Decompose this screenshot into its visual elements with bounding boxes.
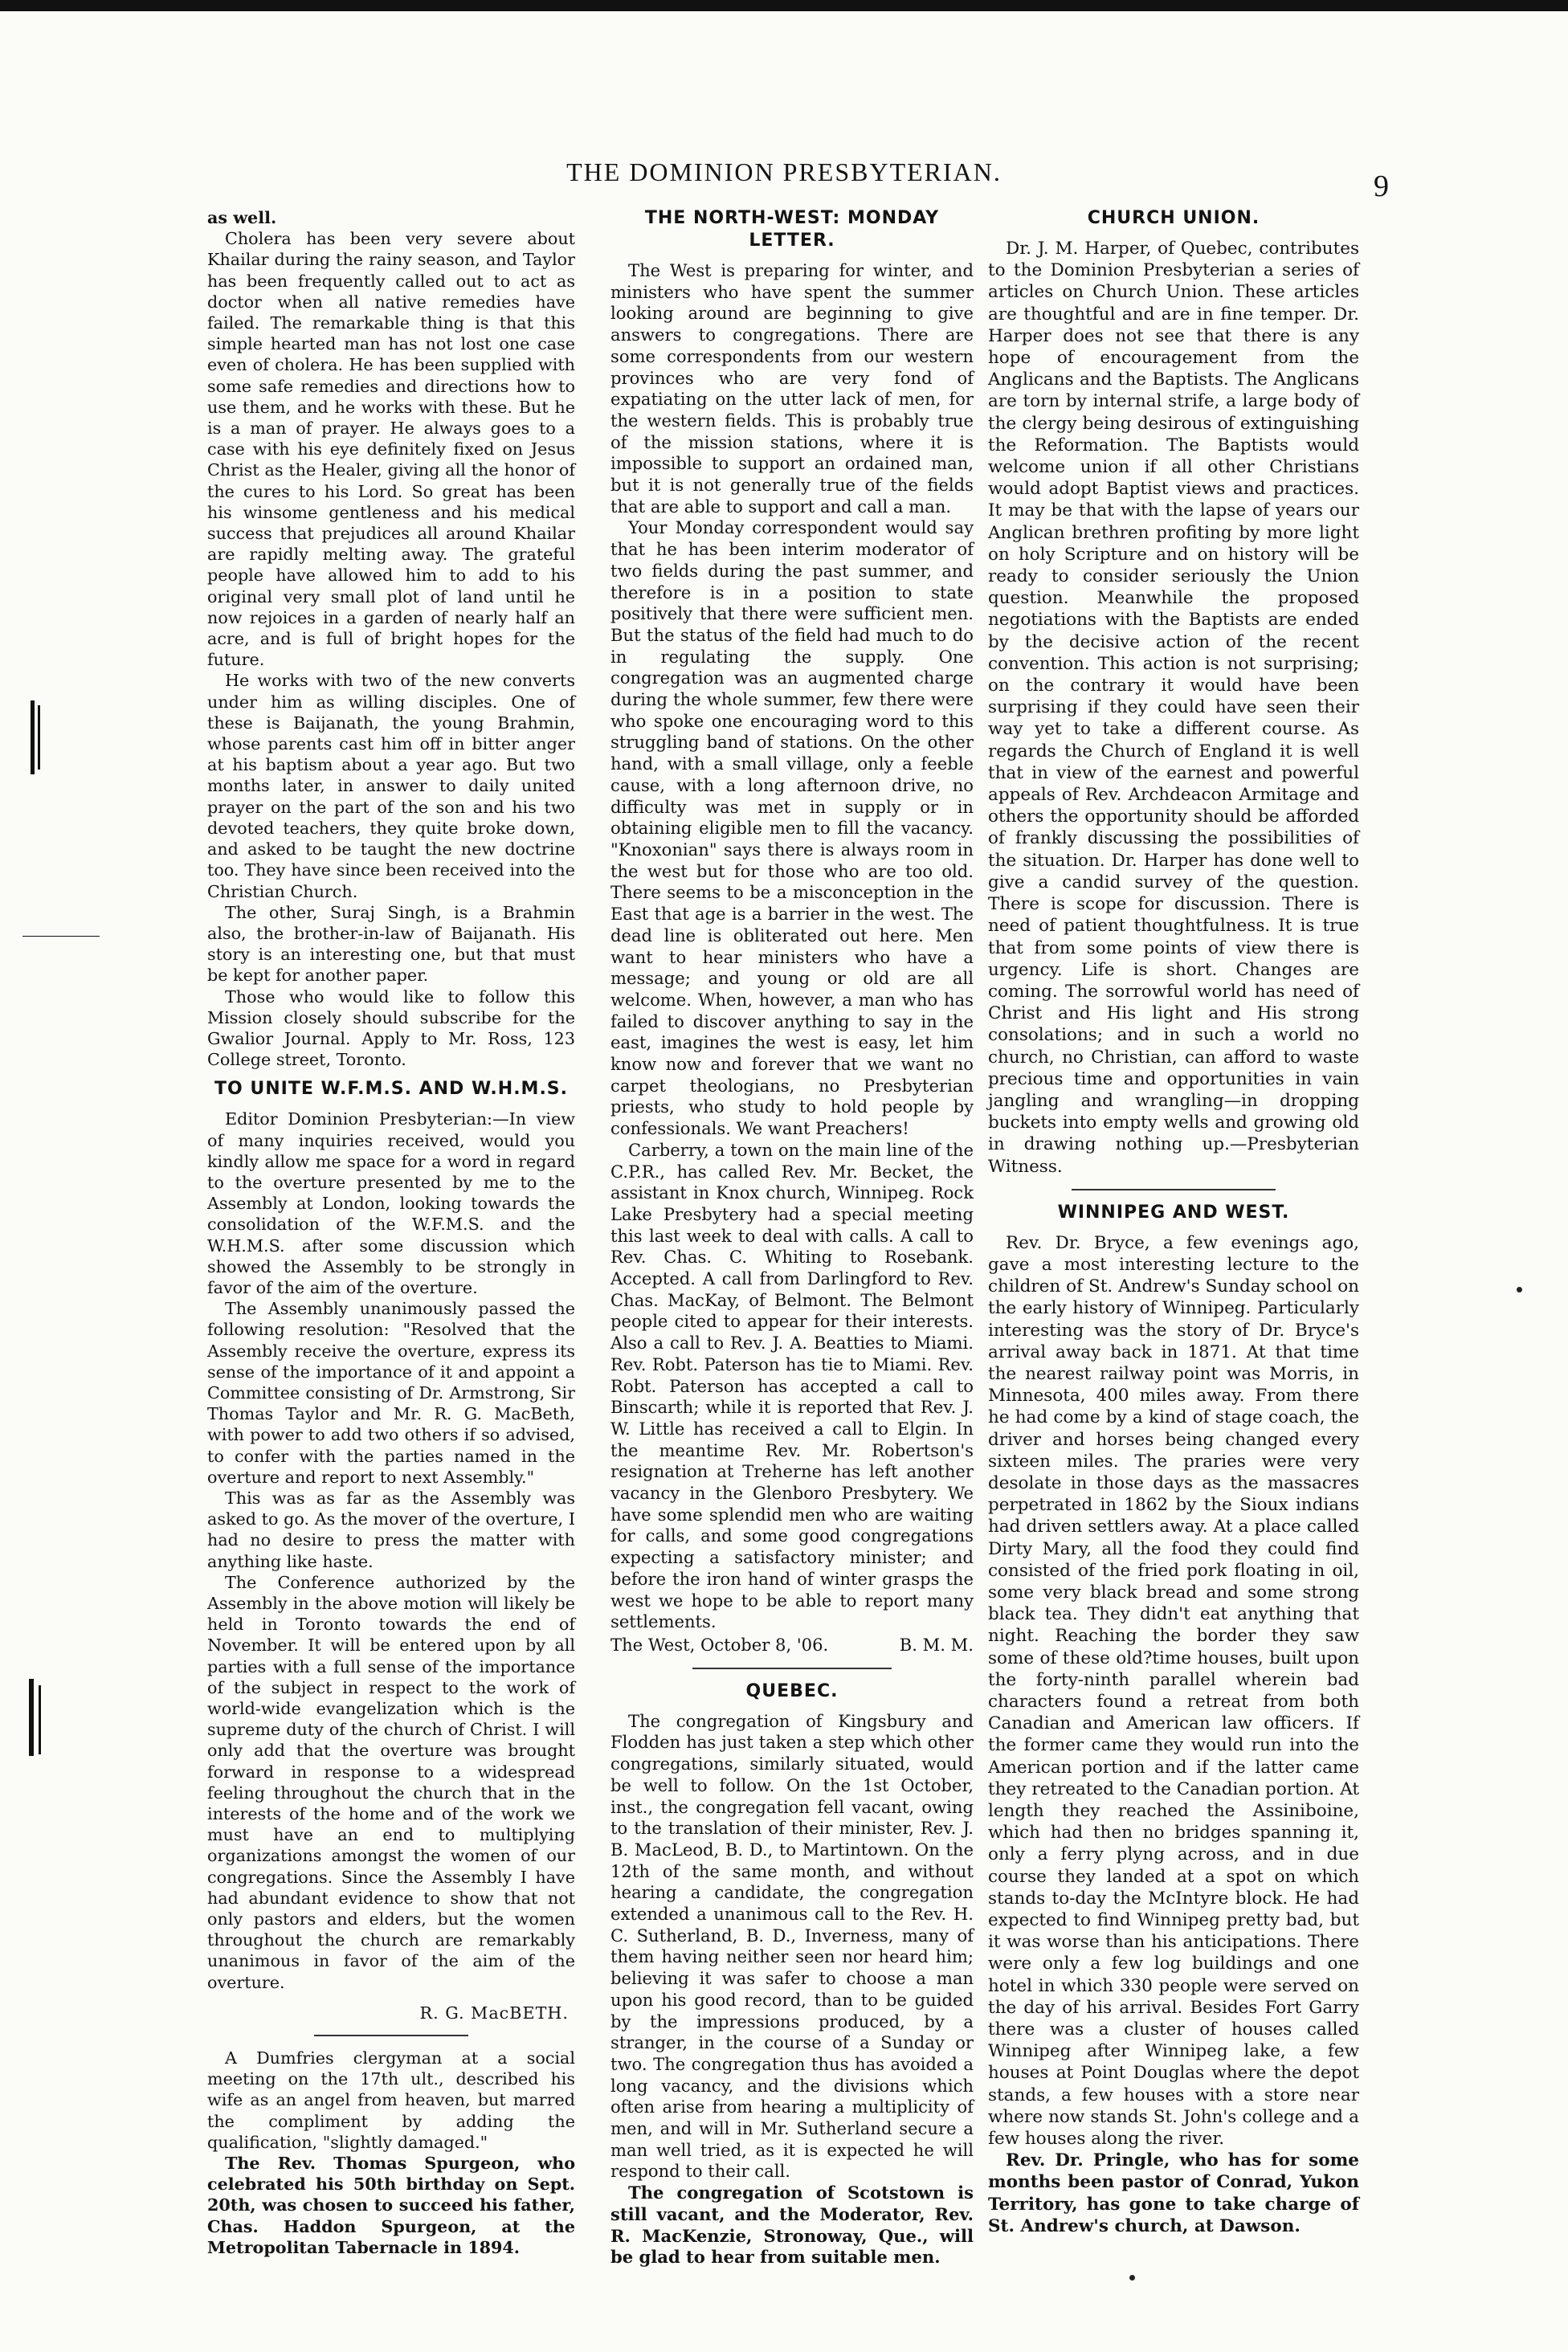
margin-mark — [22, 936, 100, 937]
section-divider — [1072, 1189, 1276, 1190]
margin-mark — [31, 700, 35, 774]
section-divider — [692, 1668, 892, 1669]
headline-north-west: THE NORTH-WEST: MONDAY LETTER. — [644, 208, 940, 251]
column-2 — [610, 207, 974, 2268]
dateline-initials: B. M. M. — [899, 1635, 974, 1655]
article-text: The West is preparing for winter, and ministers who have spent the summer looking around are beginning to give answers to congregations. There are some correspondents from our western provinces who are very fond of expatiating on the utter lack of men, for the western fields. This is probably true of the mission stations, where it is impossible to support an ordained man, but it is not generally true of the fields that are able to support and call a man. — [610, 260, 974, 517]
article-text: The Assembly unanimously passed the following resolution: "Resolved that the Assembly receive the overture, express its sense of the importance of it and appoint a Committee consisting of Dr. Armstrong, Sir Thomas Taylor and Mr. R. G. MacBeth, with power to add two others if so advised, to confer with the parties named in the overture and report to next Assembly." — [207, 1299, 575, 1487]
article-text: The Rev. Thomas Spurgeon, who celebrated his 50th birthday on Sept. 20th, was chosen to succeed his father, Chas. Haddon Spurgeon, at the Metropolitan Tabernacle in 1894. — [207, 2154, 575, 2257]
article-text: This was as far as the Assembly was asked to go. As the mover of the overture, I had no desire to press the matter with anything like haste. — [207, 1488, 575, 1571]
article-text: The Conference authorized by the Assembly in the above motion will likely be held in Toronto towards the end of November. It will be entered upon by all parties with a full sense of the importance of the subject in respect to the work of world-wide evangelization which is the supreme duty of the church of Christ. I will only add that the overture was brought forward in response to a widespread feeling throughout the church that in the interests of the home and of the work we must have an end to multiplying organizations amongst the women of our congregations. Since the Assembly I have had abundant evidence to show that not only pastors and elders, but the women throughout the church are remarkably unanimous in favor of the aim of the overture. — [207, 1572, 575, 1992]
headline-unite-wfms-whms: TO UNITE W.F.M.S. AND W.H.M.S. — [214, 1079, 569, 1100]
article-text: Editor Dominion Presbyterian:—In view of many inquiries received, would you kindly allow me space for a word in regard to the overture presented by me to the Assembly at London, looking towards the consolidation of the W.F.M.S. and the W.H.M.S. after some discussion which showed the Assembly to be strongly in favor of the aim of the overture. — [207, 1109, 575, 1297]
headline-winnipeg-west: WINNIPEG AND WEST. — [1057, 1202, 1290, 1223]
article-text: Those who would like to follow this Mission closely should subscribe for the Gwalior Journal. Apply to Mr. Ross, 123 College street, Toronto. — [207, 986, 575, 1070]
signature: R. G. MacBETH. — [419, 2003, 569, 2023]
margin-mark — [29, 1679, 34, 1756]
article-text: The congregation of Kingsbury and Flodden has just taken a step which other congregations, similarly situated, would be well to follow. On the 1st October, inst., the congregation fell vacant, owing to the translation of their minister, Rev. J. B. MacLeod, B. D., to Martintown. On the 12th of the same month, and without hearing a candidate, the congregation extended a unanimous call to the Rev. H. C. Sutherland, B. D., Inverness, many of them having neither seen nor heard him; believing it was safer to choose a man upon his good record, than to be guided by the impressions produced, by a stranger, in the course of a Sunday or two. The congregation thus has avoided a long vacancy, and the divisions which often arise from hearing a multiplicity of men, and will in Mr. Sutherland secure a man well tried, as it is expected he will respond to their call. — [610, 1710, 974, 2182]
article-text: Your Monday correspondent would say that he has been interim moderator of two fields during the past summer, and therefore is in a position to state positively that there were sufficient men. But the status of the field had much to do in regulating the supply. One congregation was an augmented charge during the whole summer, few there were who spoke one encouraging word to this struggling band of stations. On the other hand, with a small village, only a feeble cause, with a long afternoon drive, no difficulty was met in supply or in obtaining eligible men to fill the vacancy. "Knoxonian" says there is always room in the west but for those who are too old. There seems to be a misconception in the East that age is a barrier in the west. The dead line is obliterated out here. Men want to hear ministers who have a message; and young or old are all welcome. When, however, a man who has failed to discover anything to say in the east, imagines the west is easy, let him know now and forever that we want no carpet theologians, no Presbyterian priests, who study to hold people by confessionals. We want Preachers! — [610, 517, 974, 1139]
article-text: The congregation of Scotstown is still vacant, and the Moderator, Rev. R. MacKenzie, Stronoway, Que., will be glad to hear from suitable men. — [610, 2183, 974, 2268]
margin-dot — [1129, 2275, 1135, 2281]
column-3 — [988, 207, 1359, 2237]
article-text: Carberry, a town on the main line of the C.P.R., has called Rev. Mr. Becket, the assistant in Knox church, Winnipeg. Rock Lake Presbytery had a special meeting this last week to deal with calls. A call to Rev. Chas. C. Whiting to Rosebank. Accepted. A call from Darlingford to Rev. Chas. MacKay, of Belmont. The Belmont people cited to appear for their interests. Also a call to Rev. J. A. Beatties to Miami. Rev. Robt. Paterson has tie to Miami. Rev. Robt. Paterson has accepted a call to Binscarth; while it is reported that Rev. J. W. Little has received a call to Elgin. In the meantime Rev. Mr. Robertson's resignation at Treherne has left another vacancy in the Glenboro Presbytery. We have some splendid men who are waiting for calls, and some good congregations expecting a satisfactory minister; and before the iron hand of winter grasps the west we hope to be able to report many settlements. — [610, 1139, 974, 1632]
headline-quebec: QUEBEC. — [745, 1680, 839, 1701]
margin-dot — [1517, 1287, 1522, 1292]
article-text: Rev. Dr. Pringle, who has for some months been pastor of Conrad, Yukon Territory, has gone to take charge of St. Andrew's church, at Dawson. — [988, 2150, 1359, 2236]
article-text: A Dumfries clergyman at a social meeting on the 17th ult., described his wife as an angel from heaven, but marred the compliment by adding the qualification, "slightly damaged." — [207, 2048, 575, 2152]
article-text: as well. — [207, 208, 277, 227]
margin-mark — [39, 1685, 41, 1754]
article-text: The other, Suraj Singh, is a Brahmin also, the brother-in-law of Baijanath. His story is an interesting one, but that must be kept for another paper. — [207, 902, 575, 986]
section-divider — [314, 2035, 468, 2036]
scan-top-border — [0, 0, 1568, 11]
article-text: Cholera has been very severe about Khailar during the rainy season, and Taylor has been frequently called out to act as doctor when all native remedies have failed. The remarkable thing is that this simple hearted man has not lost one case even of cholera. He has been supplied with some safe remedies and directions how to use them, and he works with these. But he is a man of prayer. He always goes to a case with his eye definitely fixed on Jesus Christ as the Healer, giving all the honor of the cures to his Lord. So great has been his winsome gentleness and his medical success that prejudices all around Khailar are rapidly melting away. The grateful people have allowed him to add to his original very small plot of land until he now rejoices in a garden of nearly half an acre, and is full of bright hopes for the future. — [207, 229, 575, 670]
page-number: 9 — [1374, 169, 1389, 203]
margin-mark — [38, 705, 40, 770]
column-1 — [207, 207, 575, 2258]
article-text: Dr. J. M. Harper, of Quebec, contributes to the Dominion Presbyterian a series of articles on Church Union. These articles are thoughtful and are in fine temper. Dr. Harper does not see that there is any hope of encouragement from the Anglicans and the Baptists. The Anglicans are torn by internal strife, a large body of the clergy being desirous of extinguishing the Reformation. The Baptists would welcome union if all other Christians would adopt Baptist views and practices. It may be that with the lapse of years our Anglican brethren profiting by more light on holy Scripture and on history will be ready to consider seriously the Union question. Meanwhile the proposed negotiations with the Baptists are ended by the decisive action of the recent convention. This action is not surprising; on the contrary it would have been surprising if they could have seen their way yet to take a different course. As regards the Church of England it is well that in view of the earnest and powerful appeals of Rev. Archdeacon Armitage and others the opportunity should be afforded of frankly discussing the possibilities of the situation. Dr. Harper has done well to give a candid survey of the question. There is scope for discussion. There is need of patient thoughtfulness. It is true that from some points of view there is urgency. Life is short. Changes are coming. The sorrowful world has need of Christ and His light and His strong consolations; and in such a world no church, no Christian, can afford to waste precious time and opportunities in vain jangling and wrangling—in dropping buckets into empty wells and growing old in drawing nothing up.—Presbyterian Witness. — [988, 239, 1359, 1177]
dateline-date: The West, October 8, '06. — [610, 1635, 829, 1655]
masthead-title: THE DOMINION PRESBYTERIAN. — [566, 157, 1002, 186]
article-text: Rev. Dr. Bryce, a few evenings ago, gave a most interesting lecture to the children of St. Andrew's Sunday school on the early history of Winnipeg. Particularly interesting was the story of Dr. Bryce's arrival away back in 1871. At that time the nearest railway point was Morris, in Minnesota, 400 miles away. From there he had come by a kind of stage coach, the driver and horses being changed every sixteen miles. The praries were very desolate in those days as the massacres perpetrated in 1862 by the Sioux indians had driven settlers away. At a place called Dirty Mary, all the food they could find consisted of the fried pork floating in oil, some very black bread and some strong black tea. They didn't eat anything that night. Reaching the border they saw some of these old?time houses, built upon the forty-ninth parallel wherein bad characters found a retreat from both Canadian and American law officers. If the former came they would run into the American portion and if the latter came they retreated to the Canadian portion. At length they reached the Assiniboine, which had then no bridges spanning it, only a ferry plyng across, and in due course they landed at a spot on which stands to-day the McIntyre block. He had expected to find Winnipeg pretty bad, but it was worse than his anticipations. There were only a few log buildings and one hotel in which 330 people were served on the day of his arrival. Besides Fort Garry there was a cluster of houses called Winnipeg after Winnipeg lake, a few houses at Point Douglas where the depot stands, a few houses with a store near where now stands St. John's college and a few houses along the river. — [988, 1232, 1359, 2150]
dateline — [610, 1635, 974, 1656]
article-text: He works with two of the new converts under him as willing disciples. One of these is Baijanath, the young Brahmin, whose parents cast him off in bitter anger at his baptism about a year ago. But two months later, in answer to daily united prayer on the part of the son and his two devoted teachers, they quite broke down, and asked to be taught the new doctrine too. They have since been received into the Christian Church. — [207, 671, 575, 901]
headline-church-union: CHURCH UNION. — [1087, 208, 1260, 228]
